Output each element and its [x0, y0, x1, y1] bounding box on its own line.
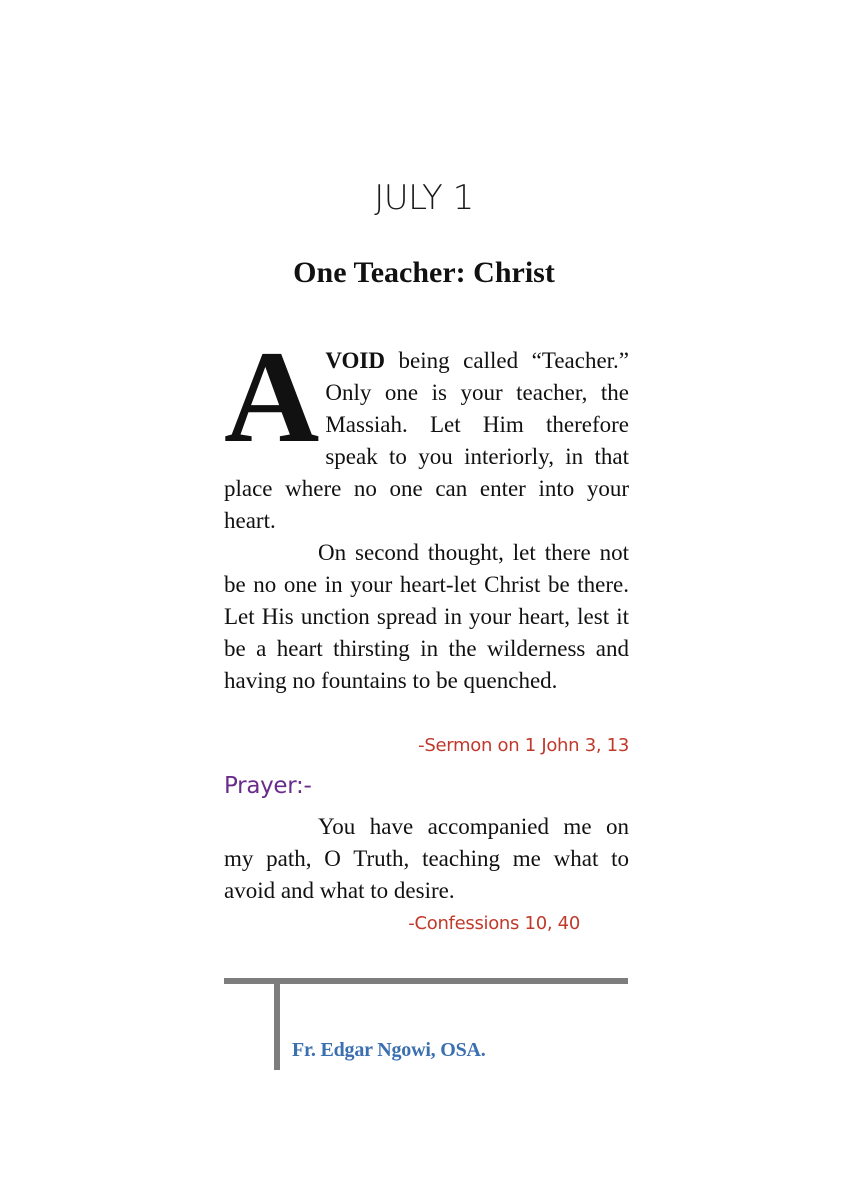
reading-paragraph-1-text: being called “Teacher.” Only one is your teacher, the Massiah. Let Him therefore speak to you interiorly, in that place where no one can enter into your heart.: [224, 348, 629, 533]
reading-paragraph-2: On second thought, let there not be no one in your heart-let Christ be there. Let His unction spread in your heart, lest it be a heart thirsting in the wilderness and having no fountains to be quenched.: [224, 540, 629, 693]
prayer-citation: -Confessions 10, 40: [408, 913, 580, 934]
footer-vertical-rule: [274, 978, 280, 1070]
page-date: JULY 1: [374, 178, 474, 218]
prayer-text: You have accompanied me on my path, O Truth, teaching me what to avoid and what to desire.: [224, 814, 629, 903]
drop-cap-letter: A: [224, 323, 320, 470]
lead-word: VOID: [325, 348, 385, 373]
reading-citation: -Sermon on 1 John 3, 13: [418, 735, 629, 756]
prayer-heading: Prayer:-: [224, 773, 312, 799]
footer-horizontal-rule: [224, 978, 628, 984]
page-title: One Teacher: Christ: [293, 256, 555, 289]
reading-paragraph-1: [224, 323, 629, 537]
author-signature: Fr. Edgar Ngowi, OSA.: [292, 1039, 486, 1061]
